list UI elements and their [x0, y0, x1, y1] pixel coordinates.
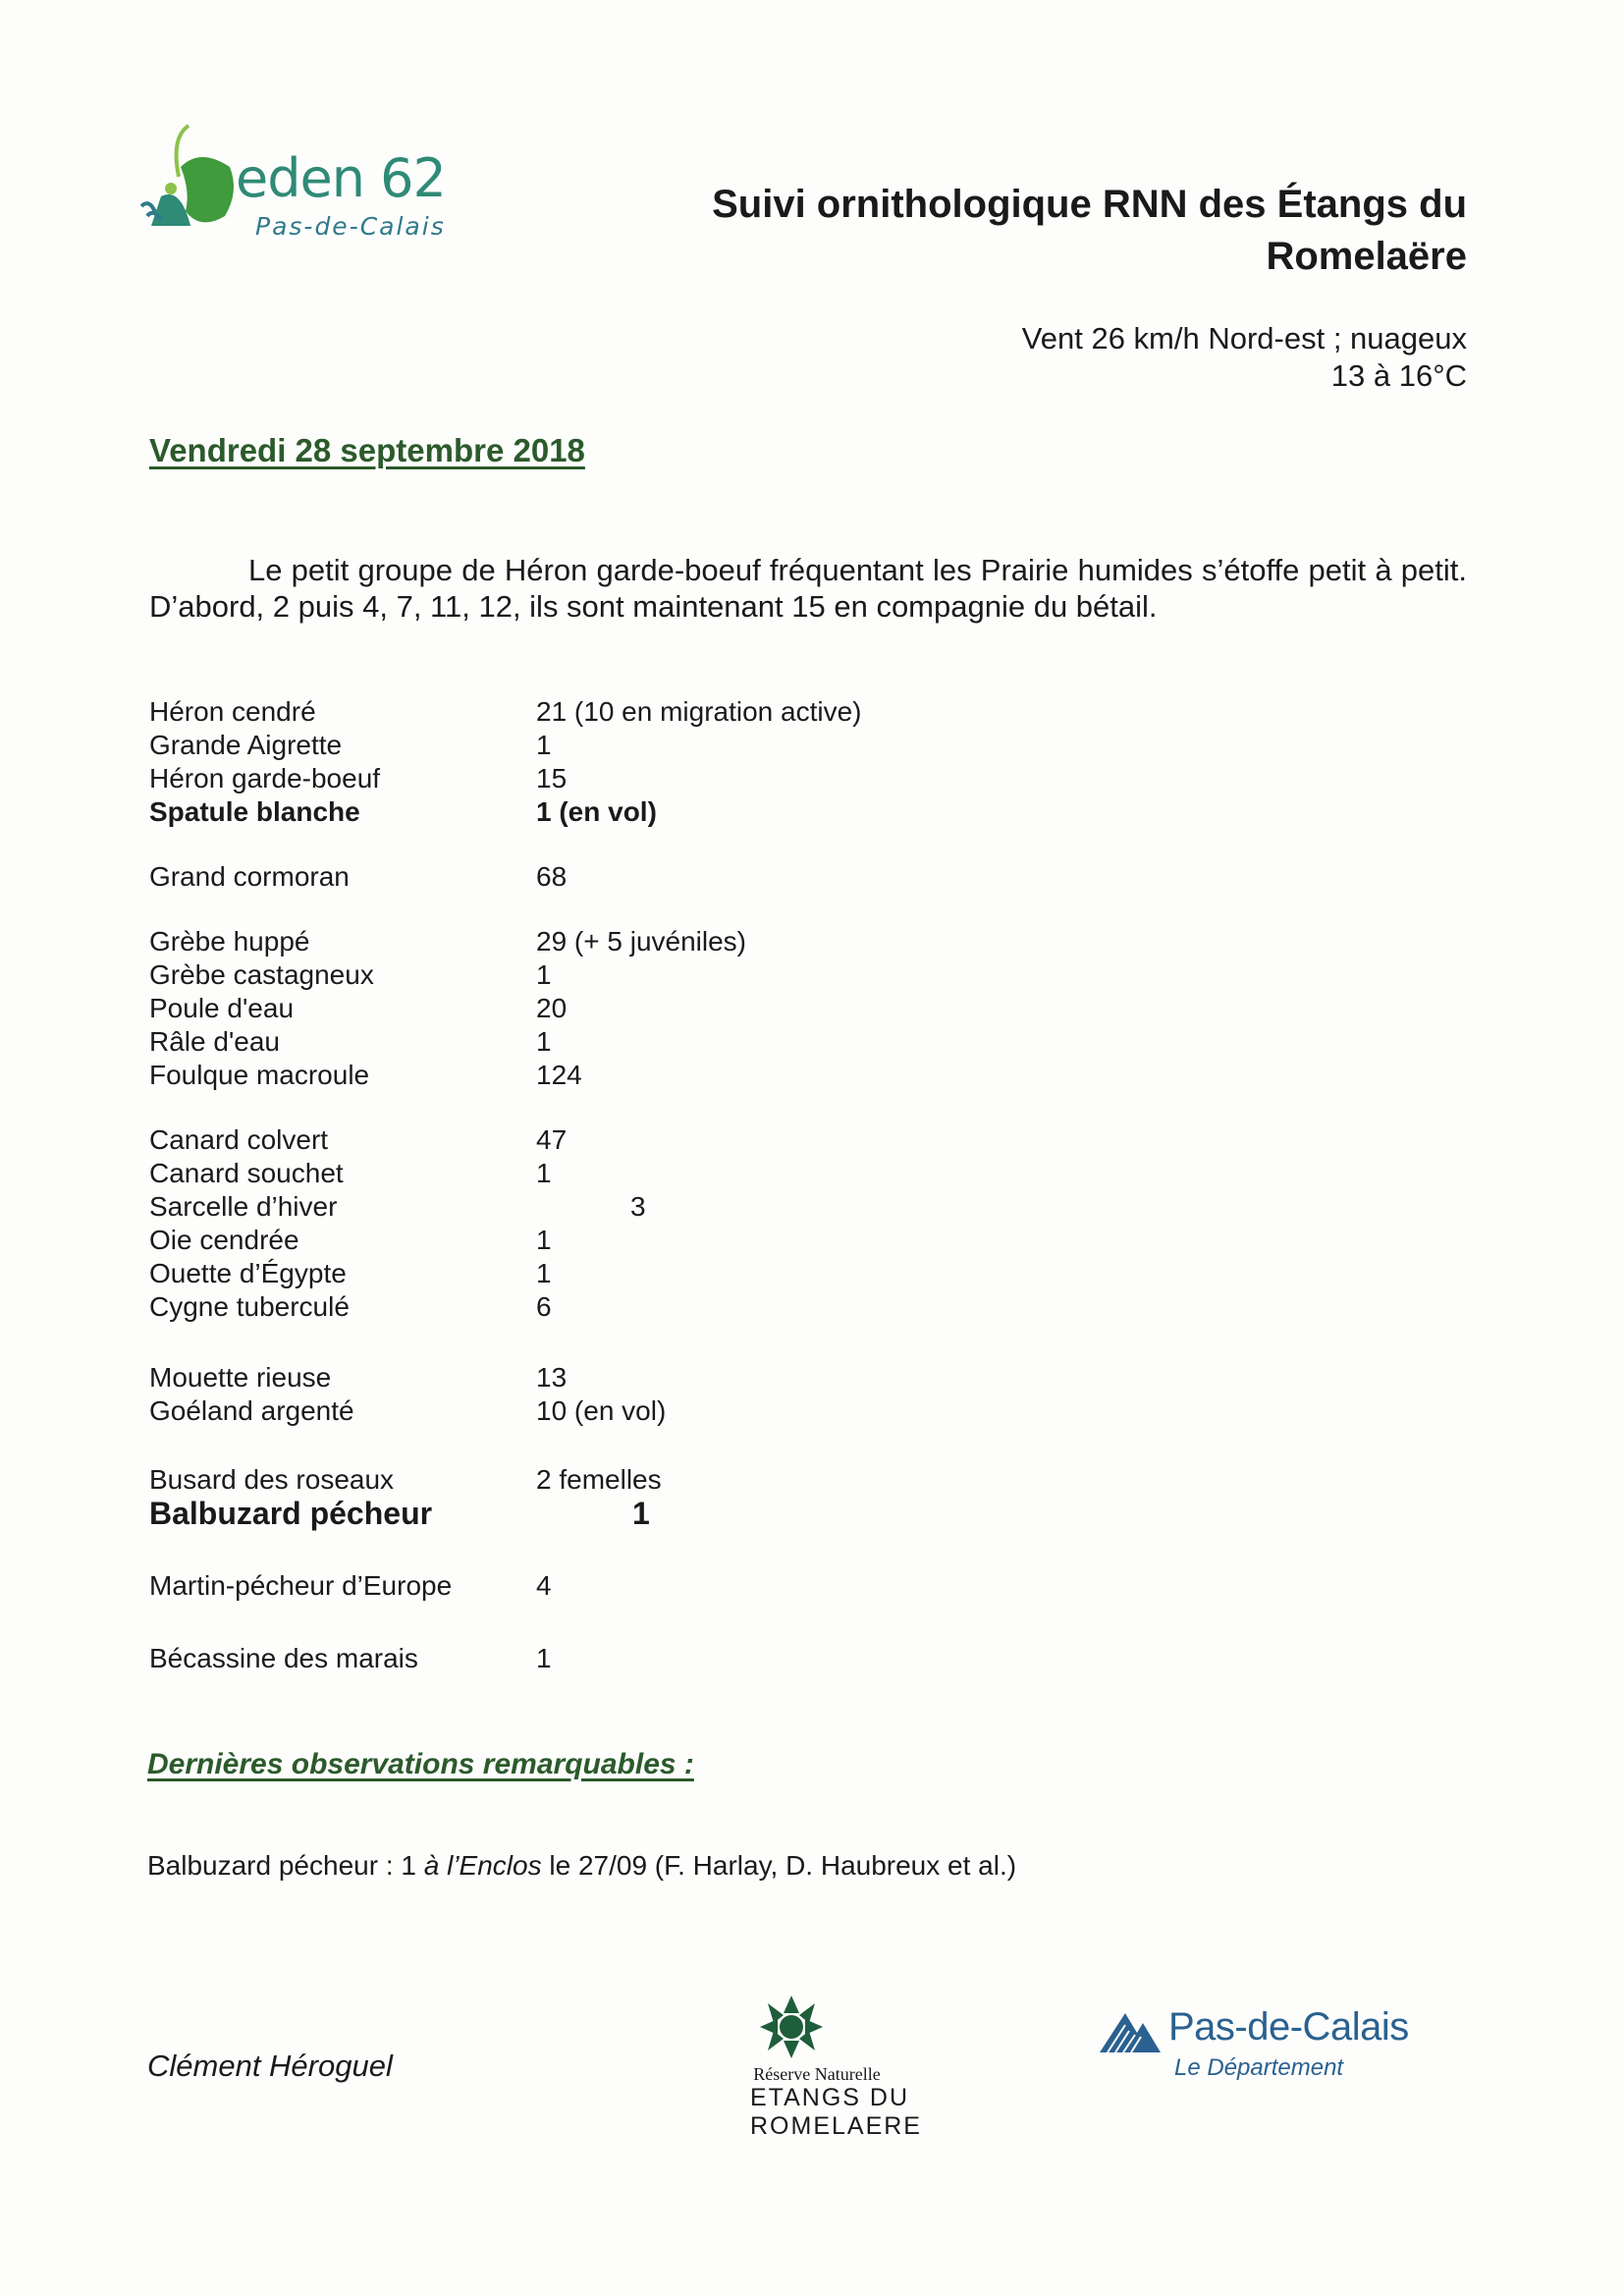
mountain-icon: [1098, 2009, 1163, 2058]
weather-line-2: 13 à 16°C: [1330, 358, 1467, 393]
eden-logo-word: eden 62: [236, 147, 446, 209]
eden62-logo: [132, 118, 465, 246]
species-count: 47: [536, 1124, 568, 1155]
species-count: 6: [536, 1291, 552, 1322]
reserve-emblem-icon: [752, 1994, 831, 2064]
species-row: [149, 1463, 1033, 1497]
species-count: 1: [536, 1643, 552, 1673]
dept-sub: Le Département: [1174, 2054, 1344, 2081]
species-row: [149, 762, 1033, 795]
species-count: 20: [536, 993, 568, 1023]
species-count: 2 femelles: [536, 1464, 662, 1495]
species-name: Cygne tuberculé: [149, 1291, 350, 1322]
species-name: Goéland argenté: [149, 1395, 354, 1426]
species-row: [149, 1361, 1033, 1394]
species-list: [149, 695, 1033, 1675]
species-count: 1: [536, 1158, 552, 1188]
species-row: [149, 1569, 1033, 1603]
species-name: Martin-pécheur d’Europe: [149, 1570, 453, 1601]
species-count: 1: [632, 1496, 650, 1531]
species-count: 3: [630, 1191, 646, 1222]
species-count: 29 (+ 5 juvéniles): [536, 926, 747, 957]
species-row: [149, 1257, 1033, 1290]
species-row-highlight: [149, 795, 1033, 829]
reserve-line-1: Réserve Naturelle: [753, 2064, 881, 2084]
species-count: 21 (10 en migration active): [536, 696, 862, 727]
species-name: Héron garde-boeuf: [149, 763, 381, 793]
recent-text-c: le 27/09 (F. Harlay, D. Haubreux et al.): [541, 1850, 1017, 1881]
species-count: 1: [536, 730, 552, 760]
species-row: [149, 860, 1033, 894]
species-row: [149, 925, 1033, 958]
species-name: Grèbe huppé: [149, 926, 310, 957]
species-count: 4: [536, 1570, 552, 1601]
species-row: [149, 1025, 1033, 1059]
intro-paragraph: Le petit groupe de Héron garde-boeuf fréquentant les Prairie humides s’étoffe petit à petit. D’abord, 2 puis 4, 7, 11, 12, ils sont maintenant 15 en compagnie du bétail.: [149, 553, 1467, 624]
species-row: [149, 729, 1033, 762]
species-row: [149, 1394, 1033, 1428]
species-row: [149, 1224, 1033, 1257]
species-name: Poule d'eau: [149, 993, 295, 1023]
eden-emblem-icon: [132, 118, 240, 246]
report-date: Vendredi 28 septembre 2018: [149, 432, 585, 468]
species-count: 1 (en vol): [536, 796, 657, 827]
species-name: Ouette d’Égypte: [149, 1258, 347, 1288]
species-count: 1: [536, 1225, 552, 1255]
recent-text-a: Balbuzard pécheur : 1: [147, 1850, 424, 1881]
species-name: Canard souchet: [149, 1158, 344, 1188]
species-name: Grand cormoran: [149, 861, 350, 892]
species-row: [149, 1059, 1033, 1092]
species-count: 13: [536, 1362, 568, 1393]
species-count: 124: [536, 1060, 582, 1090]
species-name: Bécassine des marais: [149, 1643, 418, 1673]
pas-de-calais-logo: [1098, 2005, 1451, 2123]
recent-text-b: à l’Enclos: [423, 1850, 542, 1881]
author-signature: Clément Héroguel: [147, 2049, 393, 2083]
species-row: [149, 992, 1033, 1025]
species-name: Grèbe castagneux: [149, 959, 374, 990]
species-name: Canard colvert: [149, 1124, 329, 1155]
title-line-1: Suivi ornithologique RNN des Étangs du: [712, 183, 1467, 226]
species-count: 15: [536, 763, 568, 793]
species-name: Foulque macroule: [149, 1060, 370, 1090]
species-count: 1: [536, 1026, 552, 1057]
species-row: [149, 1157, 1033, 1190]
species-row: [149, 1190, 1033, 1224]
species-row: [149, 695, 1033, 729]
species-row-highlight: [149, 1497, 1033, 1530]
weather-line-1: Vent 26 km/h Nord-est ; nuageux: [1021, 321, 1467, 355]
species-count: 68: [536, 861, 568, 892]
reserve-logo: [738, 1994, 1062, 2140]
species-name: Grande Aigrette: [149, 730, 343, 760]
species-name: Sarcelle d’hiver: [149, 1191, 338, 1222]
species-row: [149, 1123, 1033, 1157]
species-row: [149, 1290, 1033, 1324]
species-count: 1: [536, 1258, 552, 1288]
species-name: Balbuzard pécheur: [149, 1496, 433, 1531]
reserve-line-2: ETANGS DU ROMELAERE: [750, 2084, 922, 2140]
species-name: Mouette rieuse: [149, 1362, 332, 1393]
species-row: [149, 958, 1033, 992]
species-count: 1: [536, 959, 552, 990]
recent-observation: [147, 1850, 1016, 1882]
species-name: Râle d'eau: [149, 1026, 280, 1057]
species-row: [149, 1642, 1033, 1675]
species-count: 10 (en vol): [536, 1395, 667, 1426]
dept-name: Pas-de-Calais: [1168, 2005, 1409, 2049]
page-title: [583, 179, 1467, 283]
recent-observations-heading: Dernières observations remarquables :: [147, 1748, 694, 1780]
species-name: Busard des roseaux: [149, 1464, 395, 1495]
species-name: Spatule blanche: [149, 796, 360, 827]
species-name: Héron cendré: [149, 696, 316, 727]
species-name: Oie cendrée: [149, 1225, 299, 1255]
title-line-2: Romelaëre: [1266, 235, 1467, 278]
weather-info: [681, 320, 1467, 395]
eden-logo-sub: Pas-de-Calais: [255, 212, 446, 241]
